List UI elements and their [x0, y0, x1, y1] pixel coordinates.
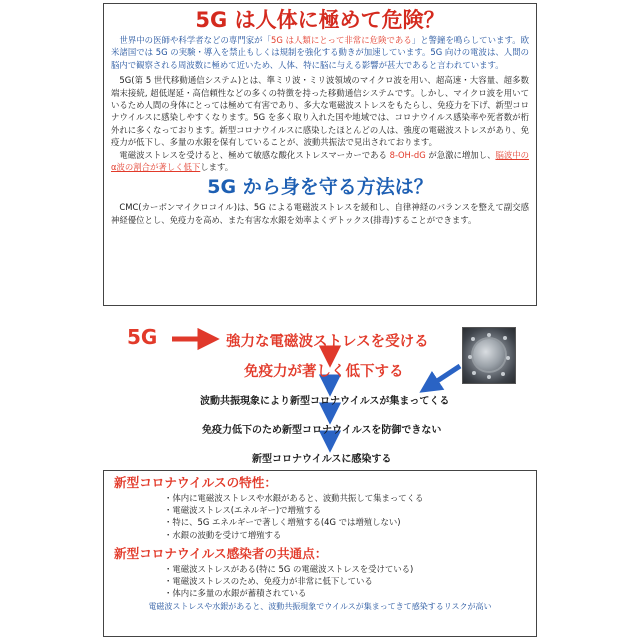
para3-text-b: が急激に増加し、: [425, 149, 496, 160]
intro-warning: 5G は人類にとって非常に危険である: [271, 35, 412, 45]
article-box: [103, 3, 537, 306]
trait-item: ・電磁波ストレス(エネルギー)で増殖する: [164, 505, 322, 516]
label-5g: 5G: [127, 325, 158, 349]
commonality-item: ・電磁波ストレスがある(特に 5G の電磁波ストレスを受けている): [164, 563, 414, 574]
arrow-virus-to-resonance: [425, 366, 460, 389]
trait-item: ・特に、5G エネルギーで著しく増殖する(4G では増殖しない): [164, 517, 401, 528]
step-immunity-drop: 免疫力が著しく低下する: [244, 364, 404, 380]
trait-item: ・体内に電磁波ストレスや水銀があると、波動共振して集まってくる: [164, 493, 424, 503]
infected-commonalities-title: 新型コロナウイルス感染者の共通点：: [114, 545, 328, 561]
traits-box: [103, 470, 537, 637]
article-title: 5G は人体に極めて危険？: [195, 8, 445, 32]
marker-8ohdg: 8-OH-dG: [389, 149, 426, 160]
intro-paragraph: [111, 34, 529, 71]
step-em-stress: 強力な電磁波ストレスを受ける: [226, 334, 429, 350]
step-resonance: 波動共振現象により新型コロナウイルスが集まってくる: [200, 396, 450, 407]
protection-subtitle: 5G から身を守る方法は？: [207, 176, 433, 199]
trait-item: ・水銀の波動を受けて増殖する: [164, 529, 282, 540]
paragraph-5g-definition: 5G(第 5 世代移動通信システム)とは、準ミリ波・ミリ波領域のマイクロ波を用い、超高速・大容量、超多数端末接続, 超低遅延・高信頼性などの多くの特徴を持った移動通信システムです。しかし、マイクロ波を用いているため人間の身体にとっては極めて有害であり、多大な電磁波ストレスをもたらし、免疫力を下げ、新型コロナウイルスに感染しやすくなります。5G を多く取り入れた国や地域では、コロナウイルス感染率や死者数が桁外れに多くなっております。新型コロナウイルスに感染したほとんどの人は、強度の電磁波ストレスがあり、免疫力が低下し、多量の水銀を保有していることが、波動共振法で見出されております。: [111, 75, 529, 148]
para3-text-a: 電磁波ストレスを受けると、極めて敏感な酸化ストレスマーカーである: [119, 149, 390, 160]
para3-text-c: します。: [200, 162, 234, 173]
step-infection: 新型コロナウイルスに感染する: [252, 454, 392, 465]
intro-text-a: 世界中の医師や科学者などの専門家が「: [119, 35, 272, 45]
commonality-item: ・電磁波ストレスのため、免疫力が非常に低下している: [164, 576, 373, 587]
risk-footer: 電磁波ストレスや水銀があると、波動共振現象でウイルスが集まってきて感染するリスクが高い: [148, 602, 492, 612]
commonality-item: ・体内に多量の水銀が蓄積されている: [164, 588, 307, 599]
paragraph-cmc: CMC(カーボンマイクロコイル)は、5G による電磁波ストレスを緩和し、自律神経のバランスを整えて副交感神経優位とし、免疫力を高め、また有害な水銀を効率よくデトックス(排毒)することができます。: [111, 202, 529, 225]
intro-text-b: 」と警鐘を鳴らしています。欧米諸国では 5G の実験・導入を禁止もしくは規制を強化する動きが加速しています。5G 向けの電波は、人間の脳内で観察される周波数に極めて近いため、人体、特に脳に与える影響が甚大であると言われています。: [111, 35, 530, 70]
virus-traits-title: 新型コロナウイルスの特性：: [114, 475, 277, 490]
step-no-defense: 免疫力低下のため新型コロナウイルスを防御できない: [202, 425, 442, 436]
virus-image: [462, 327, 516, 384]
alpha-wave-drop: 脳波中のα波の割合が著しく低下: [111, 149, 530, 173]
paragraph-oxidative-stress: [111, 149, 529, 174]
